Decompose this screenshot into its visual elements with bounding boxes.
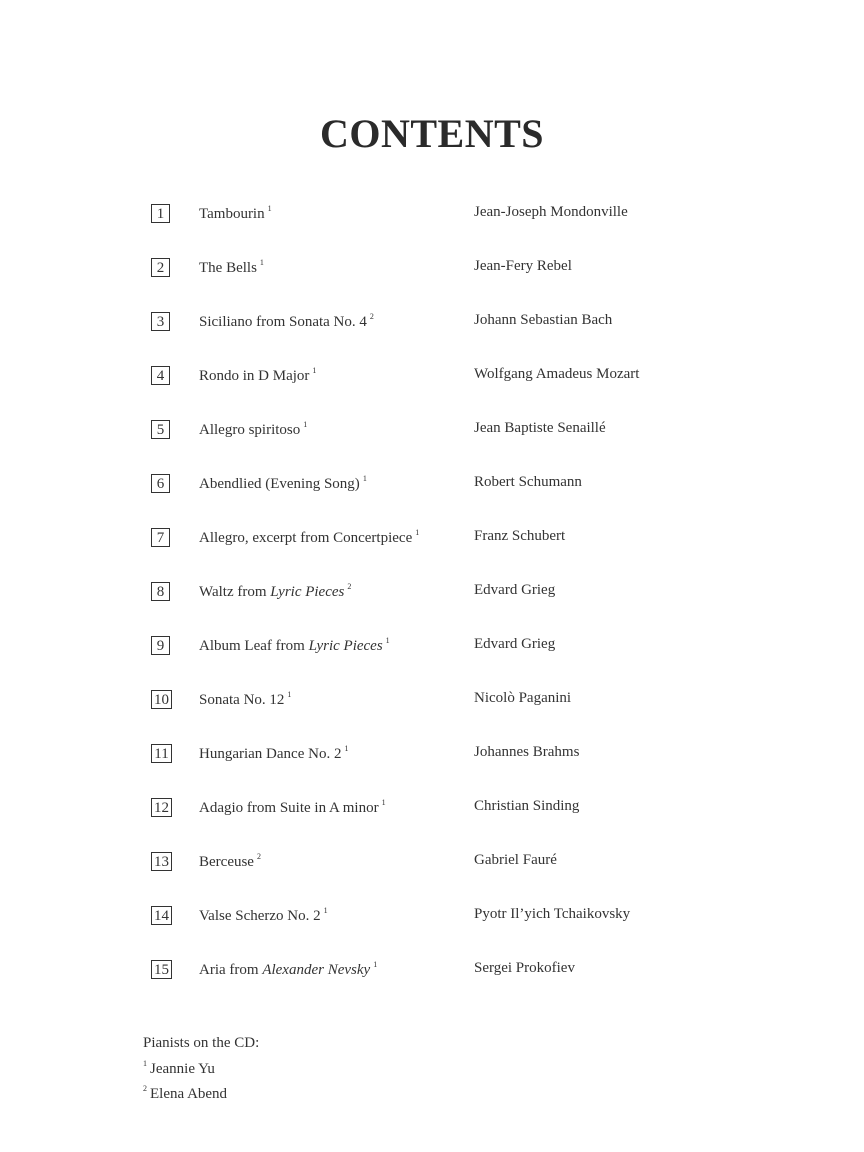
piece-title bbox=[199, 312, 374, 331]
pianists-note bbox=[143, 1034, 259, 1105]
pianist-line bbox=[143, 1079, 259, 1105]
piece-title-text: Sonata No. 12 bbox=[199, 692, 285, 708]
track-number-box: 2 bbox=[151, 258, 170, 277]
track-number-box: 12 bbox=[151, 798, 172, 817]
composer-name: Gabriel Fauré bbox=[474, 852, 557, 868]
piece-title-text: Rondo in D Major bbox=[199, 368, 310, 384]
piece-title-text: Aria from bbox=[199, 962, 263, 978]
contents-entry bbox=[0, 849, 864, 903]
work-title-italic: Lyric Pieces bbox=[308, 638, 383, 654]
contents-entry bbox=[0, 957, 864, 1011]
composer-name: Jean-Fery Rebel bbox=[474, 258, 572, 274]
contents-entry bbox=[0, 255, 864, 309]
footnote-marker: 1 bbox=[259, 258, 264, 267]
piece-title-text: Abendlied (Evening Song) bbox=[199, 476, 360, 492]
track-number-box: 13 bbox=[151, 852, 172, 871]
piece-title-text: Tambourin bbox=[199, 206, 265, 222]
composer-name: Johann Sebastian Bach bbox=[474, 312, 613, 328]
composer-name: Edvard Grieg bbox=[474, 582, 556, 598]
footnote-marker: 2 bbox=[347, 582, 352, 591]
footnote-marker: 1 bbox=[362, 474, 367, 483]
composer-name: Pyotr Il’yich Tchaikovsky bbox=[474, 906, 631, 922]
piece-title bbox=[199, 906, 328, 925]
track-number-box: 15 bbox=[151, 960, 172, 979]
page-title: CONTENTS bbox=[319, 111, 545, 156]
footnote-marker: 1 bbox=[385, 636, 390, 645]
composer-name: Johannes Brahms bbox=[474, 744, 580, 760]
piece-title bbox=[199, 528, 419, 547]
piece-title-text: The Bells bbox=[199, 260, 257, 276]
track-number-box: 5 bbox=[151, 420, 170, 439]
pianist-name: Jeannie Yu bbox=[150, 1060, 215, 1077]
track-number-box: 3 bbox=[151, 312, 170, 331]
footnote-marker: 1 bbox=[381, 798, 386, 807]
piece-title bbox=[199, 204, 272, 223]
piece-title-text: Valse Scherzo No. 2 bbox=[199, 908, 321, 924]
footnote-marker: 1 bbox=[267, 204, 272, 213]
contents-entry bbox=[0, 687, 864, 741]
composer-name: Christian Sinding bbox=[474, 798, 580, 814]
composer-name: Jean-Joseph Mondonville bbox=[474, 204, 628, 220]
work-title-italic: Alexander Nevsky bbox=[262, 962, 371, 978]
composer-name: Edvard Grieg bbox=[474, 636, 556, 652]
contents-entry bbox=[0, 471, 864, 525]
piece-title-text: Allegro spiritoso bbox=[199, 422, 301, 438]
piece-title bbox=[199, 636, 390, 655]
track-number-box: 1 bbox=[151, 204, 170, 223]
piece-title-text: Album Leaf from bbox=[199, 638, 309, 654]
track-number-box: 8 bbox=[151, 582, 170, 601]
composer-name: Robert Schumann bbox=[474, 474, 582, 490]
footnote-marker: 2 bbox=[256, 852, 261, 861]
piece-title bbox=[199, 798, 386, 817]
contents-list bbox=[0, 201, 864, 1011]
contents-entry bbox=[0, 363, 864, 417]
piece-title bbox=[199, 852, 261, 871]
footnote-marker: 2 bbox=[143, 1084, 147, 1093]
piece-title-text: Berceuse bbox=[199, 854, 254, 870]
piece-title-text: Hungarian Dance No. 2 bbox=[199, 746, 342, 762]
composer-name: Sergei Prokofiev bbox=[474, 960, 575, 976]
footnote-marker: 1 bbox=[312, 366, 317, 375]
footnote-marker: 1 bbox=[143, 1058, 147, 1068]
track-number-box: 11 bbox=[151, 744, 172, 763]
track-number-box: 14 bbox=[151, 906, 172, 925]
footnote-marker: 1 bbox=[373, 960, 378, 969]
contents-entry bbox=[0, 795, 864, 849]
piece-title-text: Siciliano from Sonata No. 4 bbox=[199, 314, 367, 330]
piece-title-text: Adagio from Suite in A minor bbox=[199, 800, 379, 816]
track-number-box: 6 bbox=[151, 474, 170, 493]
pianist-line bbox=[143, 1054, 259, 1080]
track-number-box: 4 bbox=[151, 366, 170, 385]
piece-title bbox=[199, 690, 291, 709]
contents-entry bbox=[0, 741, 864, 795]
piece-title bbox=[199, 474, 367, 493]
composer-name: Wolfgang Amadeus Mozart bbox=[474, 366, 640, 382]
piece-title bbox=[199, 744, 348, 763]
piece-title-text: Waltz from bbox=[199, 584, 271, 600]
footnote-marker: 1 bbox=[323, 906, 328, 915]
composer-name: Jean Baptiste Senaillé bbox=[474, 420, 606, 436]
work-title-italic: Lyric Pieces bbox=[270, 584, 345, 600]
footnote-marker: 2 bbox=[369, 312, 374, 321]
pianists-heading: Pianists on the CD: bbox=[143, 1035, 260, 1051]
track-number-box: 9 bbox=[151, 636, 170, 655]
footnote-marker: 1 bbox=[287, 690, 292, 699]
piece-title bbox=[199, 582, 351, 601]
contents-entry bbox=[0, 633, 864, 687]
contents-entry bbox=[0, 579, 864, 633]
contents-entry bbox=[0, 417, 864, 471]
footnote-marker: 1 bbox=[344, 744, 349, 753]
footnote-marker: 1 bbox=[303, 420, 308, 429]
piece-title bbox=[199, 420, 307, 439]
contents-entry bbox=[0, 201, 864, 255]
footnote-marker: 1 bbox=[415, 528, 420, 537]
contents-entry bbox=[0, 903, 864, 957]
piece-title bbox=[199, 258, 264, 277]
track-number-box: 7 bbox=[151, 528, 170, 547]
track-number-box: 10 bbox=[151, 690, 172, 709]
piece-title bbox=[199, 960, 377, 979]
contents-entry bbox=[0, 525, 864, 579]
piece-title bbox=[199, 366, 316, 385]
composer-name: Franz Schubert bbox=[474, 528, 566, 544]
composer-name: Nicolò Paganini bbox=[474, 690, 572, 706]
contents-entry bbox=[0, 309, 864, 363]
piece-title-text: Allegro, excerpt from Concertpiece bbox=[199, 530, 413, 546]
pianist-name: Elena Abend bbox=[150, 1086, 228, 1102]
